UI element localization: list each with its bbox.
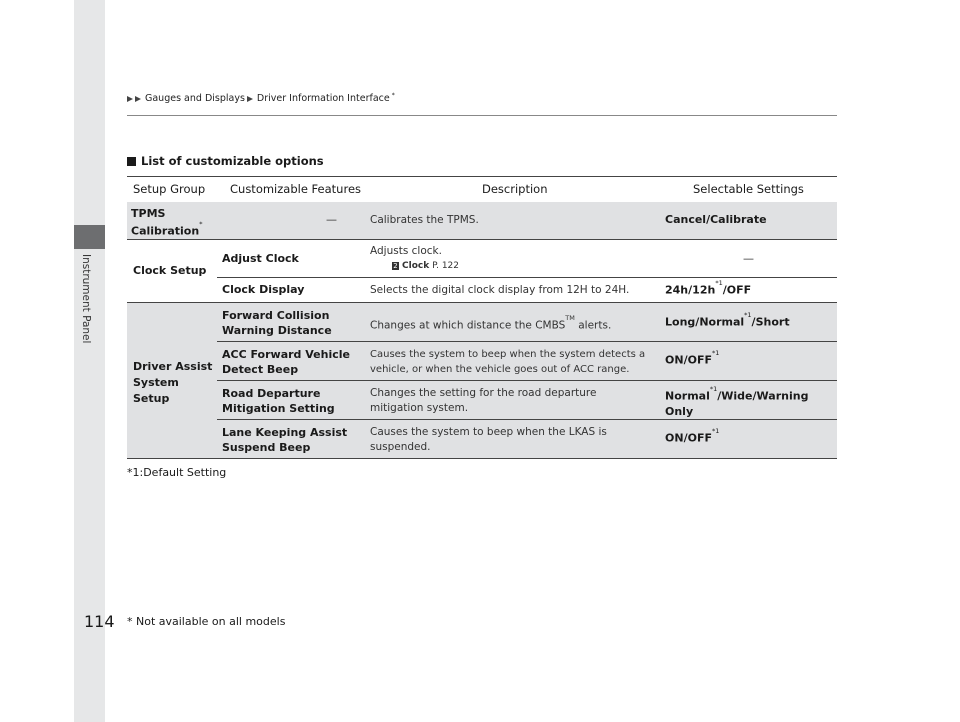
feature-cell [222, 425, 347, 455]
setting-option: Wide [721, 389, 753, 403]
default-setting-footnote: *1:Default Setting [127, 466, 227, 479]
reference-icon: 2 [393, 261, 398, 270]
settings-cell: Cancel/Calibrate [665, 213, 767, 226]
description-cell [370, 315, 611, 334]
setting-option: Warning [756, 389, 809, 403]
breadcrumb-arrow-icon [127, 96, 133, 102]
description-text: Adjusts clock. [370, 245, 442, 257]
feature-text: Road Departure [222, 387, 321, 400]
description-text: Causes the system to beep when the system detects a [370, 349, 646, 360]
description-text: vehicle, or when the vehicle goes out of ACC range. [370, 364, 630, 375]
setting-option: OFF [687, 353, 712, 367]
description-text: alerts. [574, 319, 612, 332]
trademark-mark: TM [565, 314, 575, 322]
setting-option: OFF [726, 283, 752, 297]
table-header [127, 176, 837, 203]
footnote-mark: *1 [715, 279, 723, 287]
description-text: Causes the system to beep when the LKAS is [370, 426, 607, 438]
settings-cell: Long/Normal$^{*1}$/Short [665, 311, 790, 329]
column-header: Customizable Features [230, 182, 362, 196]
breadcrumb-arrow-icon [135, 96, 141, 102]
breadcrumb [127, 93, 395, 104]
row-divider [127, 458, 837, 459]
description-cell [370, 386, 596, 416]
setting-option: 24h [665, 283, 689, 297]
feature-cell: Clock Display [222, 283, 305, 296]
group-label: Driver Assist [133, 360, 213, 373]
setup-group-cell [131, 206, 202, 239]
asterisk-mark: * [199, 220, 203, 228]
availability-footnote: * Not available on all models [127, 615, 286, 628]
group-label: TPMS [131, 207, 166, 220]
sidebar-tab-marker [74, 225, 105, 249]
reference-label: Clock [402, 261, 430, 271]
description-text: Changes the setting for the road departure [370, 387, 597, 399]
description-cell: Calibrates the TPMS. [370, 214, 479, 226]
breadcrumb-item[interactable]: Gauges and Displays [145, 93, 245, 104]
description-cell [370, 347, 645, 377]
setup-group-cell: Clock Setup [133, 264, 207, 277]
feature-cell [222, 386, 335, 416]
setting-option: OFF [687, 431, 712, 445]
table-row [127, 202, 837, 239]
feature-text: Suspend Beep [222, 441, 311, 454]
setting-option: ON [665, 431, 684, 445]
feature-text: Forward Collision [222, 309, 330, 322]
footnote-mark: *1 [711, 349, 720, 357]
setting-option: Short [755, 315, 790, 329]
footnote-mark: *1 [709, 385, 718, 393]
header-rule [127, 115, 837, 116]
group-label: System [133, 376, 179, 389]
feature-cell [222, 308, 332, 338]
column-header: Description [482, 182, 548, 196]
breadcrumb-item[interactable]: Driver Information Interface [256, 93, 390, 104]
table-row [127, 381, 837, 419]
breadcrumb-asterisk: * [391, 92, 395, 99]
breadcrumb-arrow-icon [247, 96, 253, 102]
feature-text: Warning Distance [222, 324, 332, 337]
settings-cell: $24h/12h^{*1}$/OFF [665, 279, 752, 297]
description-text: Changes at which distance the CMBS [370, 319, 566, 332]
feature-text: Lane Keeping Assist [222, 426, 348, 439]
column-header: Selectable Settings [693, 182, 804, 196]
feature-cell [222, 347, 350, 377]
group-label: Setup [133, 392, 170, 405]
setting-option: ON [665, 353, 684, 367]
footnote-mark: *1 [711, 427, 720, 435]
column-header: Setup Group [133, 182, 206, 196]
feature-text: ACC Forward Vehicle [222, 348, 350, 361]
description-cell [370, 425, 607, 455]
table-row [127, 278, 837, 302]
description-text: suspended. [370, 441, 431, 453]
description-cell: Selects the digital clock display from 12H to 24H. [370, 284, 630, 296]
footnote-mark: *1 [744, 311, 752, 319]
page-number: 114 [84, 612, 115, 631]
sidebar-section-label: Instrument Panel [80, 254, 92, 344]
setting-option: Normal [665, 389, 710, 403]
settings-cell: Normal$^{*1}$/Wide/Warning Only [665, 385, 809, 418]
settings-cell: ON/OFF$^{*1}$ [665, 427, 720, 445]
setting-option: Only [665, 404, 694, 418]
table-row [127, 420, 837, 458]
section-title-text: List of customizable options [141, 154, 324, 168]
section-title [127, 154, 324, 168]
setting-option: Long [665, 315, 696, 329]
setting-option: 12h [692, 283, 716, 297]
description-text: mitigation system. [370, 402, 469, 414]
setting-option: Normal [699, 315, 745, 329]
table-row [127, 303, 837, 341]
feature-cell: Adjust Clock [222, 252, 299, 265]
feature-text: Detect Beep [222, 363, 299, 376]
group-label: Calibration [131, 224, 200, 238]
settings-cell: — [743, 252, 754, 265]
feature-text: Mitigation Setting [222, 402, 335, 415]
description-cell [370, 244, 459, 274]
settings-cell: ON/OFF$^{*1}$ [665, 349, 720, 367]
feature-cell: — [326, 213, 337, 226]
table-row [127, 342, 837, 380]
reference-page: P. 122 [432, 261, 460, 271]
page-reference[interactable] [392, 259, 459, 274]
square-bullet-icon [127, 157, 136, 166]
table-row [127, 240, 837, 277]
